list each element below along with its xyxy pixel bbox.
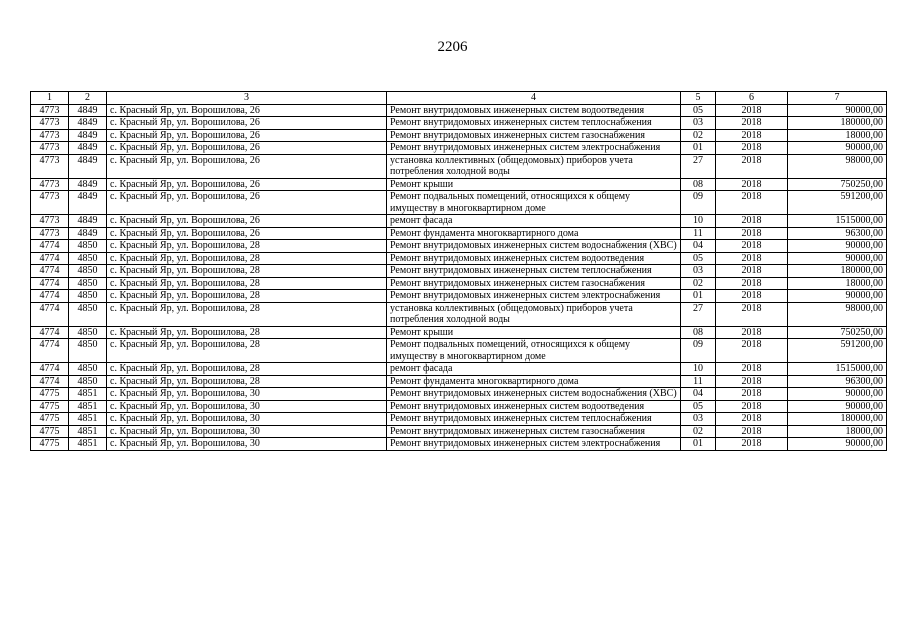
cell-year: 2018 <box>716 339 788 363</box>
cell-cost: 90000,00 <box>788 290 887 303</box>
cell-work-type: Ремонт внутридомовых инженерных систем электроснабжения <box>387 438 681 451</box>
cell-house-id: 4849 <box>69 191 107 215</box>
cell-row-number: 4773 <box>31 129 69 142</box>
cell-house-id: 4849 <box>69 104 107 117</box>
cell-row-number: 4774 <box>31 240 69 253</box>
table-row <box>31 413 887 426</box>
cell-row-number: 4775 <box>31 425 69 438</box>
table-row <box>31 191 887 215</box>
cell-work-type: ремонт фасада <box>387 363 681 376</box>
cell-row-number: 4774 <box>31 252 69 265</box>
cell-cost: 18000,00 <box>788 425 887 438</box>
cell-work-code: 10 <box>681 363 716 376</box>
cell-house-id: 4849 <box>69 129 107 142</box>
cell-work-code: 05 <box>681 252 716 265</box>
cell-cost: 591200,00 <box>788 191 887 215</box>
cell-house-id: 4850 <box>69 240 107 253</box>
cell-address: с. Красный Яр, ул. Ворошилова, 28 <box>107 339 387 363</box>
cell-row-number: 4775 <box>31 438 69 451</box>
table-row <box>31 215 887 228</box>
cell-row-number: 4774 <box>31 363 69 376</box>
cell-row-number: 4774 <box>31 277 69 290</box>
cell-address: с. Красный Яр, ул. Ворошилова, 26 <box>107 104 387 117</box>
cell-year: 2018 <box>716 104 788 117</box>
cell-row-number: 4774 <box>31 290 69 303</box>
table-body <box>31 104 887 450</box>
cell-work-code: 02 <box>681 425 716 438</box>
cell-house-id: 4849 <box>69 117 107 130</box>
cell-row-number: 4773 <box>31 117 69 130</box>
cell-work-code: 01 <box>681 438 716 451</box>
cell-work-code: 08 <box>681 178 716 191</box>
cell-house-id: 4849 <box>69 227 107 240</box>
cell-year: 2018 <box>716 388 788 401</box>
cell-house-id: 4851 <box>69 388 107 401</box>
cell-year: 2018 <box>716 277 788 290</box>
cell-house-id: 4851 <box>69 438 107 451</box>
table-row <box>31 240 887 253</box>
cell-cost: 180000,00 <box>788 413 887 426</box>
cell-work-type: Ремонт внутридомовых инженерных систем теплоснабжения <box>387 413 681 426</box>
cell-work-type: Ремонт внутридомовых инженерных систем газоснабжения <box>387 425 681 438</box>
cell-address: с. Красный Яр, ул. Ворошилова, 28 <box>107 240 387 253</box>
cell-year: 2018 <box>716 154 788 178</box>
cell-work-code: 01 <box>681 290 716 303</box>
table-row <box>31 277 887 290</box>
cell-work-type: Ремонт внутридомовых инженерных систем теплоснабжения <box>387 265 681 278</box>
cell-cost: 96300,00 <box>788 375 887 388</box>
cell-year: 2018 <box>716 191 788 215</box>
cell-address: с. Красный Яр, ул. Ворошилова, 26 <box>107 227 387 240</box>
cell-row-number: 4774 <box>31 339 69 363</box>
cell-address: с. Красный Яр, ул. Ворошилова, 28 <box>107 277 387 290</box>
table-row <box>31 154 887 178</box>
cell-year: 2018 <box>716 413 788 426</box>
cell-address: с. Красный Яр, ул. Ворошилова, 28 <box>107 363 387 376</box>
cell-cost: 90000,00 <box>788 252 887 265</box>
cell-work-code: 04 <box>681 388 716 401</box>
cell-house-id: 4850 <box>69 265 107 278</box>
column-header-5: 5 <box>681 92 716 105</box>
cell-work-code: 03 <box>681 117 716 130</box>
cell-row-number: 4774 <box>31 302 69 326</box>
cell-cost: 90000,00 <box>788 104 887 117</box>
cell-house-id: 4850 <box>69 290 107 303</box>
cell-cost: 98000,00 <box>788 154 887 178</box>
cell-row-number: 4773 <box>31 191 69 215</box>
cell-year: 2018 <box>716 240 788 253</box>
cell-house-id: 4850 <box>69 302 107 326</box>
cell-work-code: 27 <box>681 154 716 178</box>
cell-year: 2018 <box>716 326 788 339</box>
cell-work-type: Ремонт внутридомовых инженерных систем водоснабжения (ХВС) <box>387 388 681 401</box>
column-header-6: 6 <box>716 92 788 105</box>
cell-year: 2018 <box>716 302 788 326</box>
cell-work-type: Ремонт внутридомовых инженерных систем водоотведения <box>387 252 681 265</box>
cell-house-id: 4850 <box>69 277 107 290</box>
cell-house-id: 4849 <box>69 154 107 178</box>
cell-work-type: Ремонт внутридомовых инженерных систем газоснабжения <box>387 129 681 142</box>
cell-house-id: 4851 <box>69 413 107 426</box>
cell-year: 2018 <box>716 117 788 130</box>
cell-year: 2018 <box>716 375 788 388</box>
cell-work-code: 10 <box>681 215 716 228</box>
cell-work-type: Ремонт внутридомовых инженерных систем водоотведения <box>387 400 681 413</box>
table-row <box>31 326 887 339</box>
cell-work-code: 11 <box>681 375 716 388</box>
cell-row-number: 4773 <box>31 142 69 155</box>
cell-row-number: 4775 <box>31 388 69 401</box>
cell-address: с. Красный Яр, ул. Ворошилова, 30 <box>107 425 387 438</box>
cell-work-type: ремонт фасада <box>387 215 681 228</box>
column-header-3: 3 <box>107 92 387 105</box>
cell-cost: 750250,00 <box>788 326 887 339</box>
cell-work-type: Ремонт внутридомовых инженерных систем водоотведения <box>387 104 681 117</box>
cell-cost: 1515000,00 <box>788 215 887 228</box>
cell-address: с. Красный Яр, ул. Ворошилова, 28 <box>107 265 387 278</box>
cell-cost: 96300,00 <box>788 227 887 240</box>
cell-work-code: 03 <box>681 265 716 278</box>
cell-work-code: 08 <box>681 326 716 339</box>
cell-cost: 591200,00 <box>788 339 887 363</box>
cell-work-type: Ремонт фундамента многоквартирного дома <box>387 227 681 240</box>
table-row <box>31 363 887 376</box>
repair-schedule-table <box>30 91 887 451</box>
cell-work-type: Ремонт внутридомовых инженерных систем электроснабжения <box>387 142 681 155</box>
cell-house-id: 4851 <box>69 400 107 413</box>
cell-house-id: 4850 <box>69 375 107 388</box>
cell-row-number: 4775 <box>31 413 69 426</box>
table-row <box>31 104 887 117</box>
cell-house-id: 4850 <box>69 326 107 339</box>
cell-address: с. Красный Яр, ул. Ворошилова, 30 <box>107 388 387 401</box>
table-row <box>31 290 887 303</box>
column-header-1: 1 <box>31 92 69 105</box>
cell-row-number: 4774 <box>31 326 69 339</box>
cell-address: с. Красный Яр, ул. Ворошилова, 26 <box>107 178 387 191</box>
table-row <box>31 375 887 388</box>
cell-work-type: установка коллективных (общедомовых) приборов учета потребления холодной воды <box>387 302 681 326</box>
cell-cost: 180000,00 <box>788 265 887 278</box>
table-row <box>31 252 887 265</box>
cell-year: 2018 <box>716 363 788 376</box>
cell-work-code: 27 <box>681 302 716 326</box>
table-row <box>31 302 887 326</box>
cell-cost: 90000,00 <box>788 142 887 155</box>
cell-work-type: Ремонт подвальных помещений, относящихся к общему имуществу в многоквартирном доме <box>387 339 681 363</box>
cell-cost: 750250,00 <box>788 178 887 191</box>
table-header <box>31 92 887 105</box>
cell-address: с. Красный Яр, ул. Ворошилова, 30 <box>107 400 387 413</box>
cell-work-type: Ремонт крыши <box>387 178 681 191</box>
table-row <box>31 388 887 401</box>
cell-year: 2018 <box>716 227 788 240</box>
cell-address: с. Красный Яр, ул. Ворошилова, 28 <box>107 252 387 265</box>
cell-work-code: 03 <box>681 413 716 426</box>
cell-cost: 18000,00 <box>788 277 887 290</box>
cell-address: с. Красный Яр, ул. Ворошилова, 26 <box>107 154 387 178</box>
cell-address: с. Красный Яр, ул. Ворошилова, 30 <box>107 438 387 451</box>
cell-address: с. Красный Яр, ул. Ворошилова, 28 <box>107 375 387 388</box>
table-row <box>31 227 887 240</box>
cell-address: с. Красный Яр, ул. Ворошилова, 28 <box>107 290 387 303</box>
cell-row-number: 4773 <box>31 104 69 117</box>
cell-row-number: 4773 <box>31 178 69 191</box>
cell-work-type: Ремонт внутридомовых инженерных систем теплоснабжения <box>387 117 681 130</box>
cell-cost: 90000,00 <box>788 388 887 401</box>
cell-house-id: 4849 <box>69 215 107 228</box>
cell-cost: 90000,00 <box>788 438 887 451</box>
cell-cost: 1515000,00 <box>788 363 887 376</box>
cell-year: 2018 <box>716 129 788 142</box>
column-header-4: 4 <box>387 92 681 105</box>
cell-address: с. Красный Яр, ул. Ворошилова, 26 <box>107 142 387 155</box>
cell-year: 2018 <box>716 438 788 451</box>
table-row <box>31 400 887 413</box>
cell-address: с. Красный Яр, ул. Ворошилова, 30 <box>107 413 387 426</box>
table-row <box>31 265 887 278</box>
cell-address: с. Красный Яр, ул. Ворошилова, 26 <box>107 129 387 142</box>
page-number: 2206 <box>437 39 468 55</box>
cell-work-code: 05 <box>681 400 716 413</box>
cell-work-type: Ремонт внутридомовых инженерных систем газоснабжения <box>387 277 681 290</box>
table-row <box>31 438 887 451</box>
cell-work-code: 02 <box>681 277 716 290</box>
cell-house-id: 4850 <box>69 339 107 363</box>
table-row <box>31 129 887 142</box>
cell-address: с. Красный Яр, ул. Ворошилова, 28 <box>107 302 387 326</box>
cell-house-id: 4850 <box>69 252 107 265</box>
column-header-7: 7 <box>788 92 887 105</box>
cell-work-type: Ремонт подвальных помещений, относящихся к общему имуществу в многоквартирном доме <box>387 191 681 215</box>
cell-house-id: 4851 <box>69 425 107 438</box>
header-row <box>31 92 887 105</box>
table-row <box>31 425 887 438</box>
cell-work-type: Ремонт крыши <box>387 326 681 339</box>
cell-work-type: Ремонт фундамента многоквартирного дома <box>387 375 681 388</box>
cell-work-code: 11 <box>681 227 716 240</box>
cell-year: 2018 <box>716 252 788 265</box>
cell-work-code: 01 <box>681 142 716 155</box>
table-row <box>31 142 887 155</box>
cell-address: с. Красный Яр, ул. Ворошилова, 26 <box>107 191 387 215</box>
cell-row-number: 4774 <box>31 265 69 278</box>
cell-year: 2018 <box>716 215 788 228</box>
cell-work-type: Ремонт внутридомовых инженерных систем электроснабжения <box>387 290 681 303</box>
cell-cost: 90000,00 <box>788 240 887 253</box>
cell-work-code: 02 <box>681 129 716 142</box>
cell-row-number: 4775 <box>31 400 69 413</box>
table-row <box>31 339 887 363</box>
cell-year: 2018 <box>716 290 788 303</box>
cell-year: 2018 <box>716 178 788 191</box>
cell-address: с. Красный Яр, ул. Ворошилова, 26 <box>107 215 387 228</box>
cell-work-type: установка коллективных (общедомовых) приборов учета потребления холодной воды <box>387 154 681 178</box>
cell-work-code: 09 <box>681 191 716 215</box>
cell-work-type: Ремонт внутридомовых инженерных систем водоснабжения (ХВС) <box>387 240 681 253</box>
cell-row-number: 4773 <box>31 215 69 228</box>
cell-cost: 90000,00 <box>788 400 887 413</box>
table-row <box>31 178 887 191</box>
cell-year: 2018 <box>716 142 788 155</box>
cell-cost: 180000,00 <box>788 117 887 130</box>
cell-address: с. Красный Яр, ул. Ворошилова, 28 <box>107 326 387 339</box>
cell-address: с. Красный Яр, ул. Ворошилова, 26 <box>107 117 387 130</box>
table-row <box>31 117 887 130</box>
cell-year: 2018 <box>716 400 788 413</box>
cell-work-code: 05 <box>681 104 716 117</box>
cell-house-id: 4849 <box>69 142 107 155</box>
column-header-2: 2 <box>69 92 107 105</box>
cell-work-code: 09 <box>681 339 716 363</box>
cell-row-number: 4773 <box>31 154 69 178</box>
cell-cost: 18000,00 <box>788 129 887 142</box>
cell-row-number: 4773 <box>31 227 69 240</box>
cell-house-id: 4850 <box>69 363 107 376</box>
cell-year: 2018 <box>716 265 788 278</box>
cell-work-code: 04 <box>681 240 716 253</box>
cell-row-number: 4774 <box>31 375 69 388</box>
cell-year: 2018 <box>716 425 788 438</box>
cell-cost: 98000,00 <box>788 302 887 326</box>
cell-house-id: 4849 <box>69 178 107 191</box>
